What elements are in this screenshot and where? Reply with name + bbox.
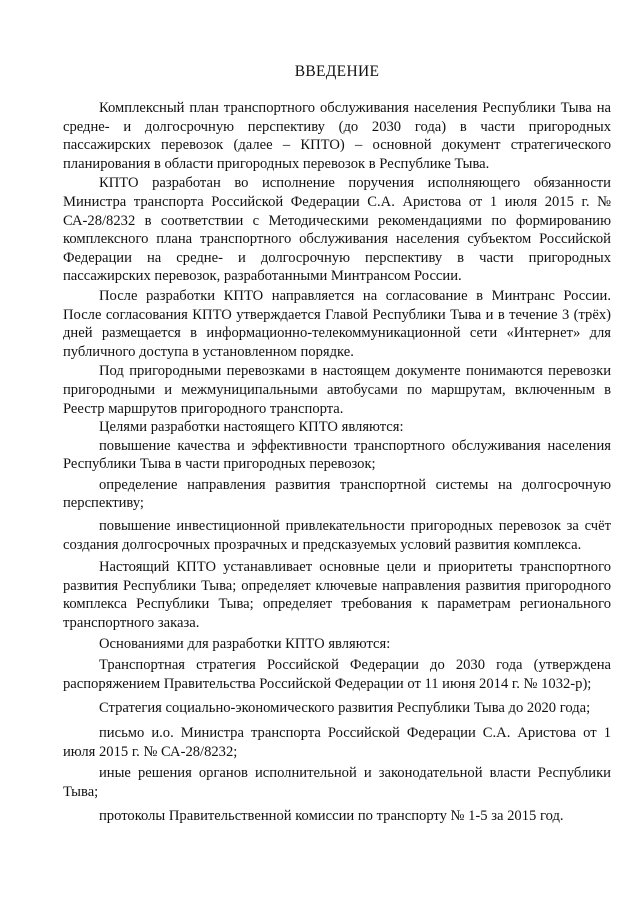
list-item-goal-direction: определение направления развития транспортной системы на долгосрочную перспективу; xyxy=(63,476,611,512)
paragraph-intro: Комплексный план транспортного обслуживания населения Республики Тыва на средне- и долгосрочную перспективу (до 2030 года) в части пригородных пассажирских перевозок (далее – КПТО) – основной документ стратегического планирования в области пригородных перевозок в Республике Тыва. xyxy=(63,100,611,172)
list-item-ground-regional: Стратегия социально-экономического развития Республики Тыва до 2020 года; xyxy=(99,700,591,717)
paragraph-basis: КПТО разработан во исполнение поручения исполняющего обязанности Министра транспорта Российской Федерации С.А. Аристова от 1 июля 2015 г. № СА-28/8232 в соответствии с Методическими рекомендациями по формированию комплексного плана транспортного обслуживания населения субъектом Российской Федерации на средне- и долгосрочную перспективу в части пригородных пассажирских перевозок, разработанными Минтрансом России. xyxy=(63,175,611,285)
paragraph-definition: Под пригородными перевозками в настоящем документе понимаются перевозки пригородными и межмуниципальными автобусами по маршрутам, включенным в Реестр маршрутов пригородного транспорта. xyxy=(63,363,611,417)
paragraph-grounds-header: Основаниями для разработки КПТО являются: xyxy=(99,635,391,652)
list-item-goal-quality: повышение качества и эффективности транспортного обслуживания населения Республики Тыва в части пригородных перевозок; xyxy=(63,437,611,473)
list-item-ground-letter: письмо и.о. Министра транспорта Российской Федерации С.А. Аристова от 1 июля 2015 г. № СА-28/8232; xyxy=(63,725,611,760)
list-item-ground-strategy: Транспортная стратегия Российской Федерации до 2030 года (утверждена распоряжением Правительства Российской Федерации от 11 июня 2014 г. № 1032-р); xyxy=(63,657,611,692)
paragraph-priorities: Настоящий КПТО устанавливает основные цели и приоритеты транспортного развития Республики Тыва; определяет ключевые направления развития пригородного комплекса Республики Тыва; определяет требования к параметрам регионального транспортного заказа. xyxy=(63,559,611,632)
paragraph-goals-header: Целями разработки настоящего КПТО являются: xyxy=(99,419,404,436)
list-item-ground-protocols: протоколы Правительственной комиссии по транспорту № 1-5 за 2015 год. xyxy=(99,808,564,825)
paragraph-approval: После разработки КПТО направляется на согласование в Минтранс России. После согласования КПТО утверждается Главой Республики Тыва и в течение 3 (трёх) дней размещается в информационно-телекоммуникационной сети «Интернет» для публичного доступа в установленном порядке. xyxy=(63,287,611,360)
list-item-ground-decisions: иные решения органов исполнительной и законодательной власти Республики Тыва; xyxy=(63,765,611,800)
list-item-goal-investment: повышение инвестиционной привлекательности пригородных перевозок за счёт создания долгосрочных прозрачных и предсказуемых условий развития комплекса. xyxy=(63,518,611,553)
page-title: ВВЕДЕНИЕ xyxy=(294,63,380,80)
